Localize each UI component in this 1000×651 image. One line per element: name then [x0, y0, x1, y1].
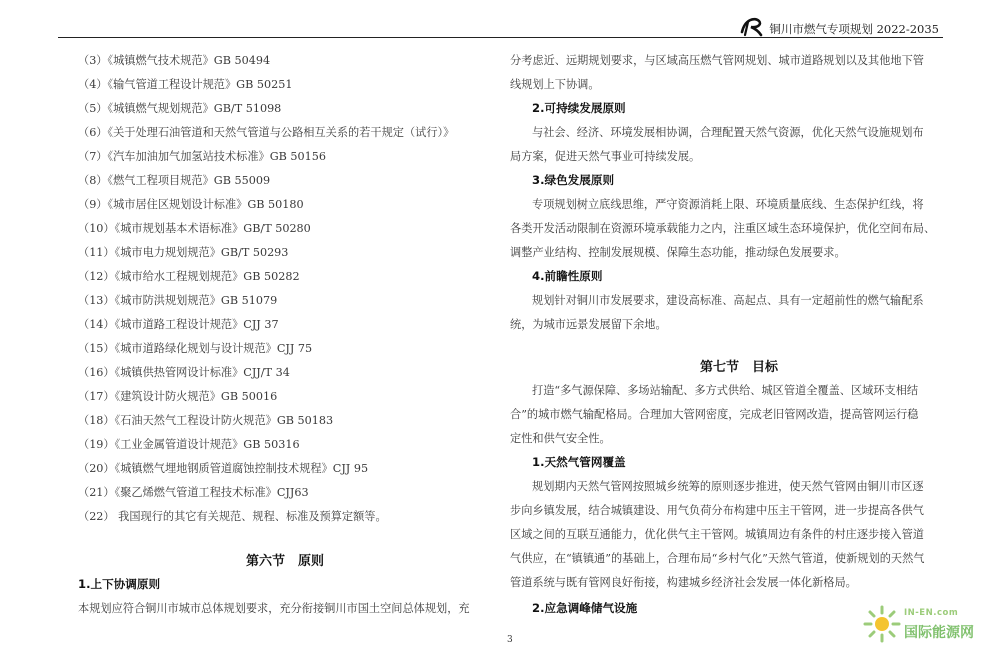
reference-item: （14）《城市道路工程设计规范》CJJ 37: [78, 318, 279, 331]
principle-3-heading: 3.绿色发展原则: [532, 173, 615, 187]
reference-item: （10）《城市规划基本术语标准》GB/T 50280: [78, 222, 311, 235]
reference-item: （5）《城镇燃气规划规范》GB/T 51098: [78, 102, 282, 115]
paragraph-line: 气供应，在“镇镇通”的基础上，合理布局“乡村气化”天然气管道，使新规划的天然气: [510, 552, 925, 565]
principle-1-heading: 1.上下协调原则: [78, 577, 161, 591]
reference-item: （20）《城镇燃气埋地钢质管道腐蚀控制技术规程》CJJ 95: [78, 462, 369, 475]
paragraph-line: 规划针对铜川市发展要求，建设高标准、高起点、具有一定超前性的燃气输配系: [532, 294, 924, 307]
reference-item: （18）《石油天然气工程设计防火规范》GB 50183: [78, 414, 334, 427]
reference-item: （4）《输气管道工程设计规范》GB 50251: [78, 78, 293, 91]
paragraph-line: 线规划上下协调。: [510, 78, 600, 91]
paragraph-line: 区域之间的互联互通能力，优化供气主干管网。城镇周边有条件的村庄逐步接入管道: [510, 528, 924, 541]
reference-item: （13）《城市防洪规划规范》GB 51079: [78, 294, 278, 307]
goal-1-heading: 1.天然气管网覆盖: [532, 455, 626, 469]
page-number: 3: [507, 635, 513, 645]
reference-item: （15）《城市道路绿化规划与设计规范》CJJ 75: [78, 342, 313, 355]
section-7-title: 第七节 目标: [700, 360, 779, 375]
paragraph-line: 调整产业结构、控制发展规模、保障生态功能，推动绿色发展要求。: [510, 246, 846, 259]
reference-item: （6）《关于处理石油管道和天然气管道与公路相互关系的若干规定（试行）》: [78, 126, 455, 139]
sun-logo-icon: [862, 604, 902, 644]
paragraph-line: 各类开发活动限制在资源环境承载能力之内，注重区域生态环境保护，优化空间布局、: [510, 222, 936, 235]
goal-2-heading: 2.应急调峰储气设施: [532, 601, 638, 615]
paragraph-line: 本规划应符合铜川市城市总体规划要求，充分衔接铜川市国土空间总体规划，充: [78, 602, 470, 615]
watermark-brand: 国际能源网: [904, 625, 974, 641]
reference-item: （12）《城市给水工程规划规范》GB 50282: [78, 270, 300, 283]
section-6-title: 第六节 原则: [246, 554, 325, 569]
watermark-site: IN-EN.com: [904, 608, 959, 618]
paragraph-line: 统，为城市远景发展留下余地。: [510, 318, 667, 331]
principle-2-heading: 2.可持续发展原则: [532, 101, 626, 115]
reference-item: （8）《燃气工程项目规范》GB 55009: [78, 174, 271, 187]
reference-item: （9）《城市居住区规划设计标准》GB 50180: [78, 198, 304, 211]
reference-item: （19）《工业金属管道设计规范》GB 50316: [78, 438, 300, 451]
city-logo-icon: [739, 15, 765, 37]
paragraph-line: 步向乡镇发展，结合城镇建设、用气负荷分布构建中压主干管网，进一步提高各供气: [510, 504, 924, 517]
paragraph-line: 打造“多气源保障、多场站输配、多方式供给、城区管道全覆盖、区域环支相结: [532, 384, 919, 397]
watermark: [862, 600, 998, 648]
reference-item: （11）《城市电力规划规范》GB/T 50293: [78, 246, 289, 259]
paragraph-line: 管道系统与既有管网良好衔接，构建城乡经济社会发展一体化新格局。: [510, 576, 857, 589]
header-title: 铜川市燃气专项规划 2022-2035: [769, 22, 939, 36]
paragraph-line: 与社会、经济、环境发展相协调，合理配置天然气资源，优化天然气设施规划布: [532, 126, 924, 139]
reference-item: （16）《城镇供热管网设计标准》CJJ/T 34: [78, 366, 290, 379]
paragraph-line: 规划期内天然气管网按照城乡统筹的原则逐步推进，使天然气管网由铜川市区逐: [532, 480, 924, 493]
paragraph-line: 专项规划树立底线思维，严守资源消耗上限、环境质量底线、生态保护红线，将: [532, 198, 924, 211]
reference-item: （3）《城镇燃气技术规范》GB 50494: [78, 54, 271, 67]
paragraph-line: 定性和供气安全性。: [510, 432, 611, 445]
page-header: [58, 14, 943, 38]
principle-4-heading: 4.前瞻性原则: [532, 269, 603, 283]
paragraph-line: 分考虑近、远期规划要求，与区域高压燃气管网规划、城市道路规划以及其他地下管: [510, 54, 924, 67]
paragraph-line: 合”的城市燃气输配格局。合理加大管网密度，完成老旧管网改造，提高管网运行稳: [510, 408, 919, 421]
paragraph-line: 局方案，促进天然气事业可持续发展。: [510, 150, 701, 163]
reference-item: （22） 我国现行的其它有关规范、规程、标准及预算定额等。: [78, 510, 387, 523]
reference-item: （21）《聚乙烯燃气管道工程技术标准》CJJ63: [78, 486, 309, 499]
reference-item: （17）《建筑设计防火规范》GB 50016: [78, 390, 278, 403]
reference-item: （7）《汽车加油加气加氢站技术标准》GB 50156: [78, 150, 327, 163]
